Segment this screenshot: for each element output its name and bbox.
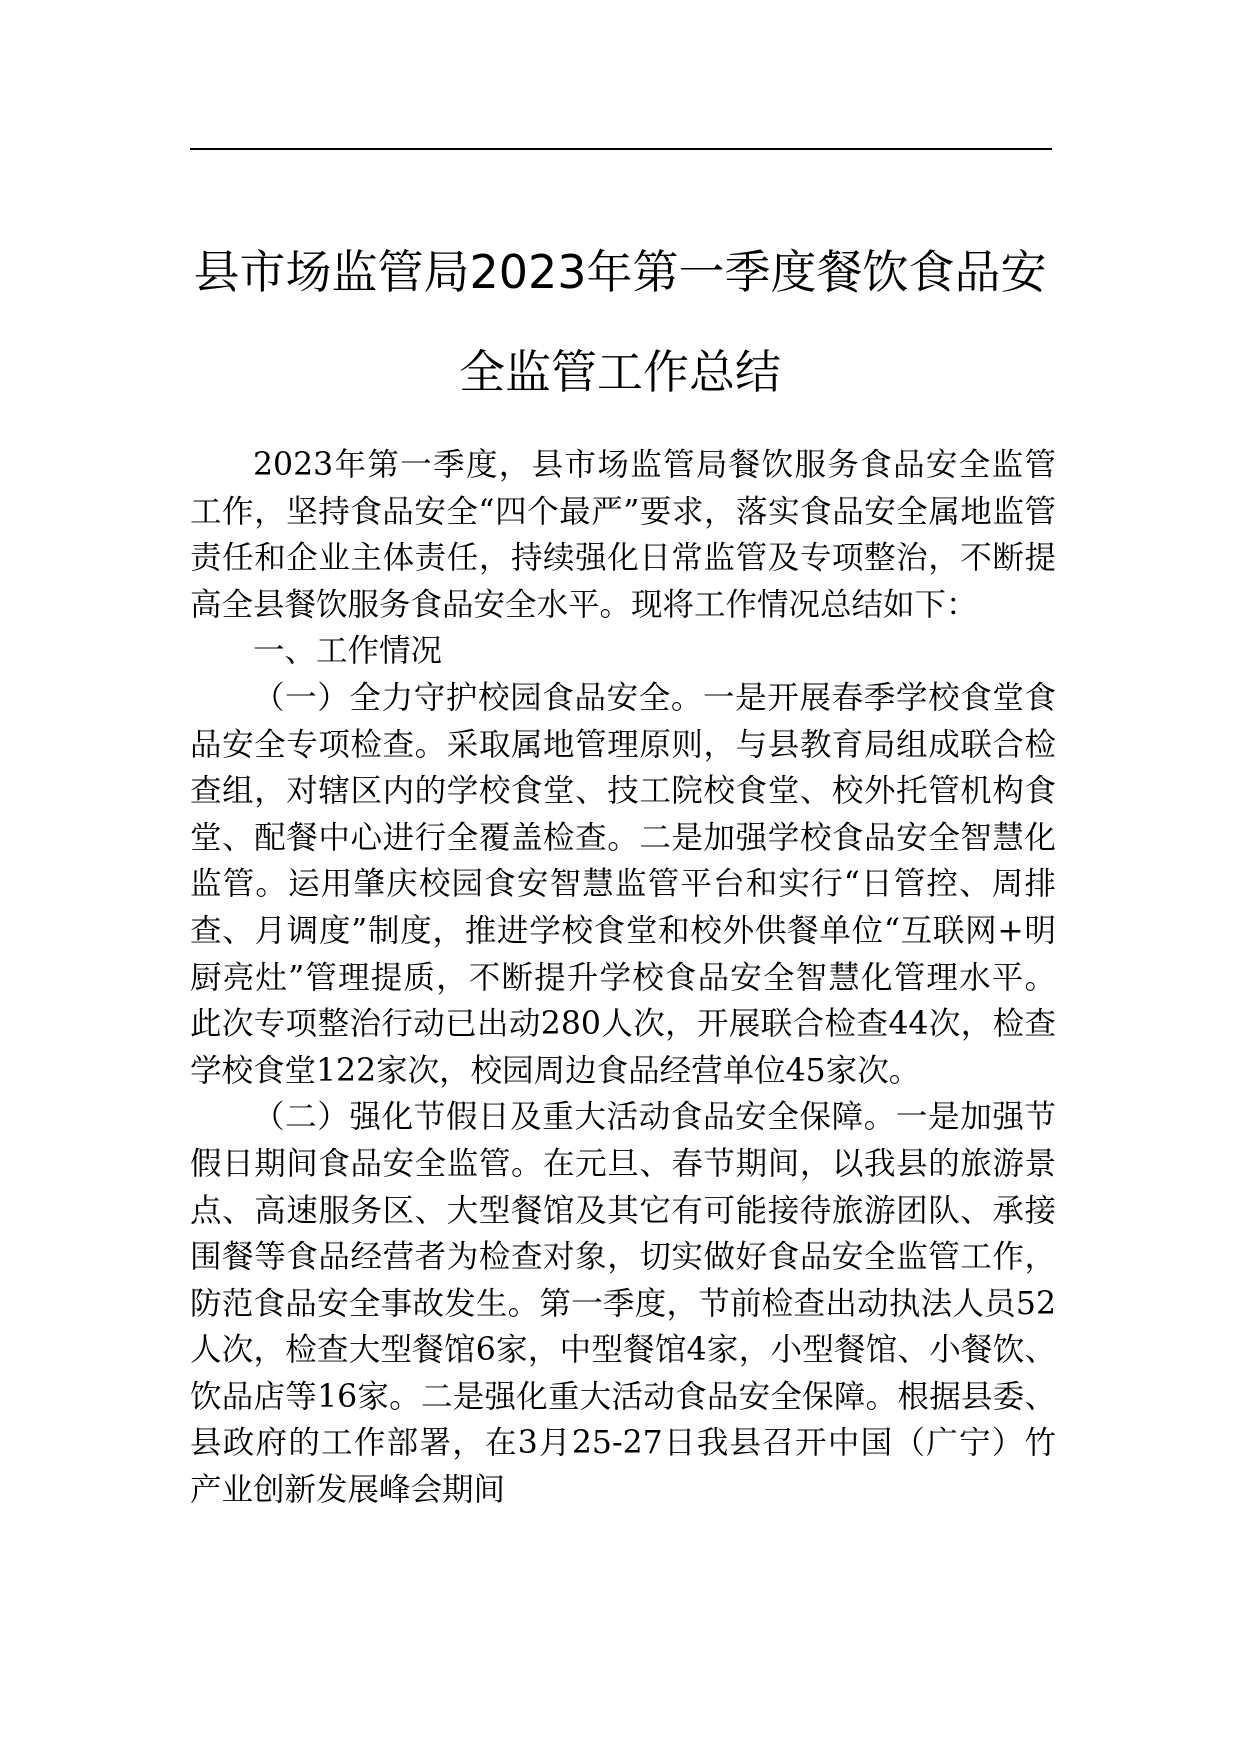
document-title — [150, 222, 1090, 422]
paragraph-campus-food-safety: （一）全力守护校园食品安全。一是开展春季学校食堂食品安全专项检查。采取属地管理原则，与县教育局组成联合检查组，对辖区内的学校食堂、技工院校食堂、校外托管机构食堂、配餐中心进行全覆盖检查。二是加强学校食品安全智慧化监管。运用肇庆校园食安智慧监管平台和实行“日管控、周排查、月调度”制度，推进学校食堂和校外供餐单位“互联网+明厨亮灶”管理提质，不断提升学校食品安全智慧化管理水平。此次专项整治行动已出动280人次，开展联合检查44次，检查学校食堂122家次，校园周边食品经营单位45家次。 — [190, 679, 1056, 1089]
document-body — [190, 442, 1056, 1514]
section-heading: 一、工作情况 — [253, 633, 443, 670]
header-rule — [190, 148, 1052, 150]
title-line-2: 全监管工作总结 — [459, 345, 781, 399]
paragraph-holiday-food-safety: （二）强化节假日及重大活动食品安全保障。一是加强节假日期间食品安全监管。在元旦、春节期间，以我县的旅游景点、高速服务区、大型餐馆及其它有可能接待旅游团队、承接围餐等食品经营者为检查对象，切实做好食品安全监管工作，防范食品安全事故发生。第一季度，节前检查出动执法人员52人次，检查大型餐馆6家，中型餐馆4家，小型餐馆、小餐饮、饮品店等16家。二是强化重大活动食品安全保障。根据县委、县政府的工作部署，在3月25-27日我县召开中国（广宁）竹产业创新发展峰会期间 — [190, 1099, 1056, 1509]
intro-paragraph: 2023年第一季度，县市场监管局餐饮服务食品安全监管工作，坚持食品安全“四个最严”要求，落实食品安全属地监管责任和企业主体责任，持续强化日常监管及专项整治，不断提高全县餐饮服务食品安全水平。现将工作情况总结如下： — [190, 447, 1056, 623]
title-line-1: 县市场监管局2023年第一季度餐饮食品安 — [193, 245, 1047, 299]
